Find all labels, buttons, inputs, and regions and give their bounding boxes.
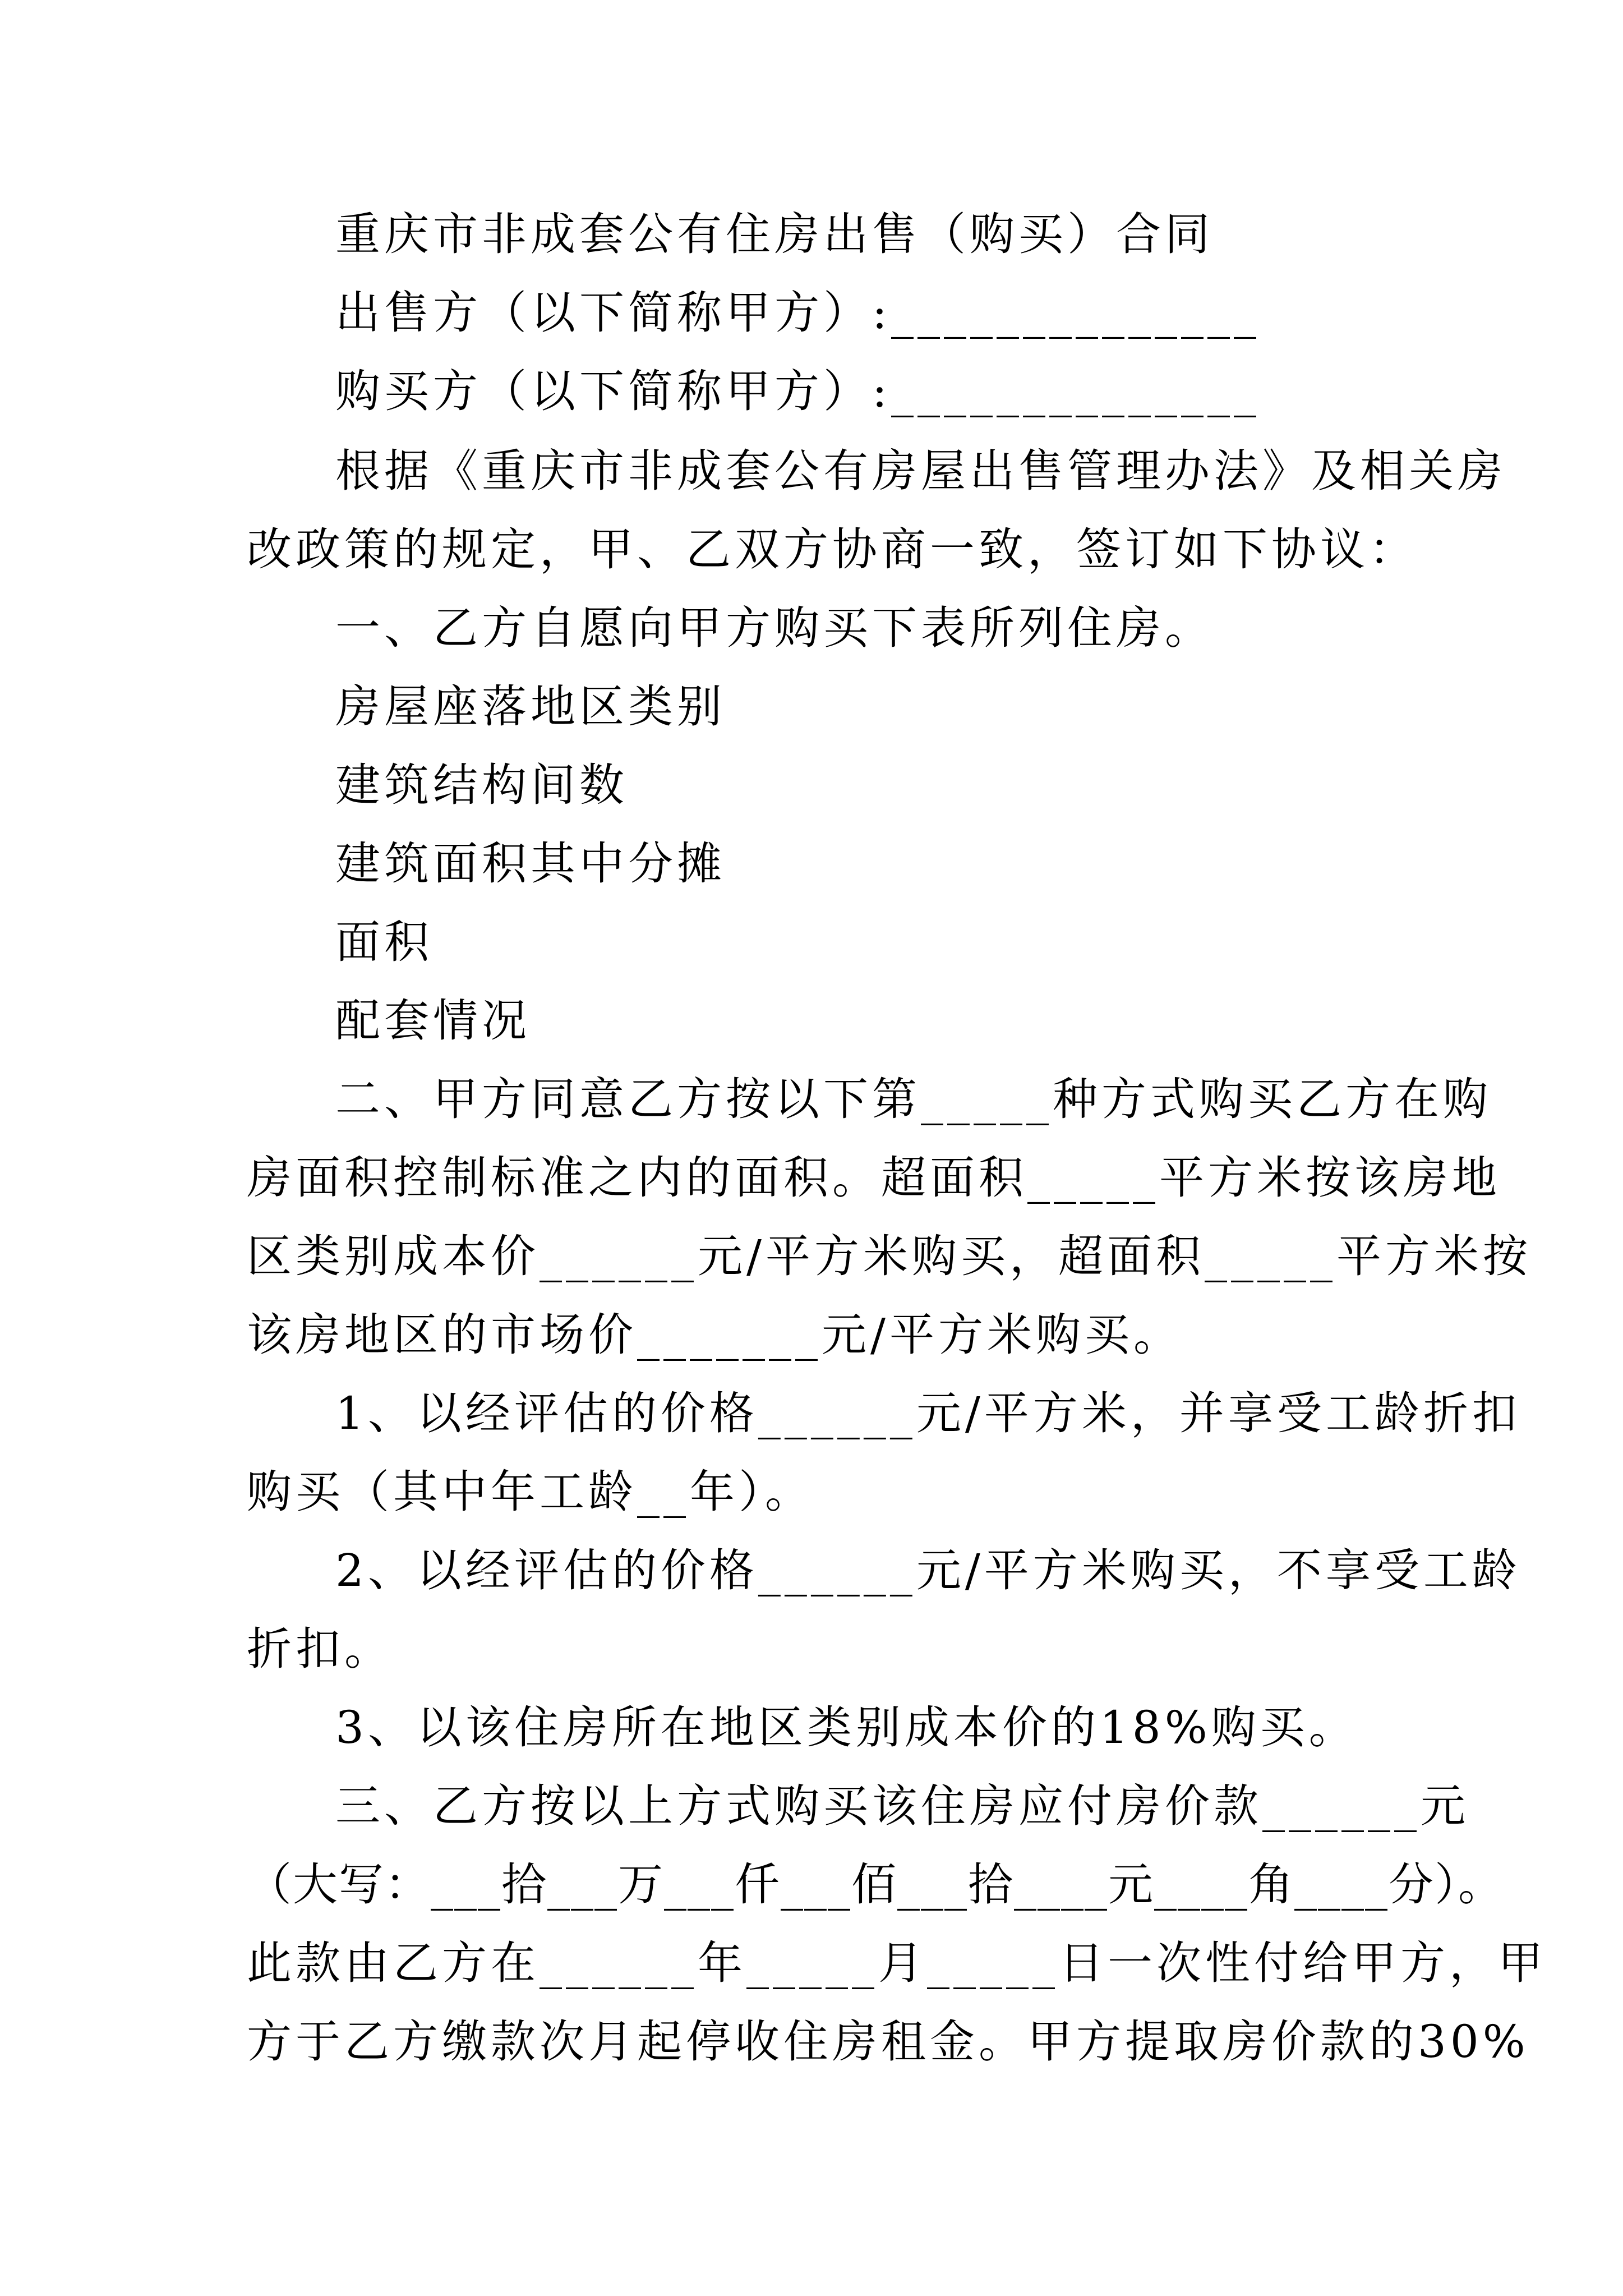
preamble-line-1: 根据《重庆市非成套公有房屋出售管理办法》及相关房 [335, 445, 1506, 497]
option-1-line-2: 购买（其中年工龄__年）。 [247, 1466, 814, 1518]
table-row-structure: 建筑结构间数 [335, 759, 628, 811]
clause-3-line-4: 方于乙方缴款次月起停收住房租金。甲方提取房价款的30% [247, 2016, 1529, 2068]
table-row-location: 房屋座落地区类别 [335, 680, 726, 733]
option-2-line-1: 2、以经评估的价格______元/平方米购买，不享受工龄 [335, 1544, 1521, 1596]
table-row-facilities: 配套情况 [335, 995, 531, 1047]
clause-3-line-3: 此款由乙方在______年_____月_____日一次性付给甲方，甲 [247, 1937, 1547, 1989]
clause-3-line-2: （大写：___拾___万___仟___佰___拾____元____角____分）。 [247, 1858, 1504, 1911]
clause-2-line-1: 二、甲方同意乙方按以下第_____种方式购买乙方在购 [335, 1073, 1492, 1125]
clause-1-line: 一、乙方自愿向甲方购买下表所列住房。 [335, 602, 1214, 654]
document-title: 重庆市非成套公有住房出售（购买）合同 [335, 208, 1214, 260]
option-2-line-2: 折扣。 [247, 1623, 393, 1675]
buyer-line: 购买方（以下简称甲方）:______________ [335, 365, 1260, 417]
seller-line: 出售方（以下简称甲方）:______________ [335, 287, 1260, 339]
table-row-area: 建筑面积其中分摊 [335, 838, 726, 890]
option-3-line: 3、以该住房所在地区类别成本价的18%购买。 [335, 1701, 1358, 1754]
clause-2-line-4: 该房地区的市场价_______元/平方米购买。 [247, 1309, 1182, 1361]
preamble-line-2: 改政策的规定，甲、乙双方协商一致，签订如下协议： [247, 523, 1418, 576]
clause-2-line-3: 区类别成本价______元/平方米购买，超面积_____平方米按 [247, 1230, 1532, 1282]
table-row-area-2: 面积 [335, 916, 433, 968]
clause-2-line-2: 房面积控制标准之内的面积。超面积_____平方米按该房地 [247, 1152, 1501, 1204]
option-1-line-1: 1、以经评估的价格______元/平方米，并享受工龄折扣 [335, 1387, 1521, 1439]
clause-3-line-1: 三、乙方按以上方式购买该住房应付房价款______元 [335, 1780, 1469, 1832]
